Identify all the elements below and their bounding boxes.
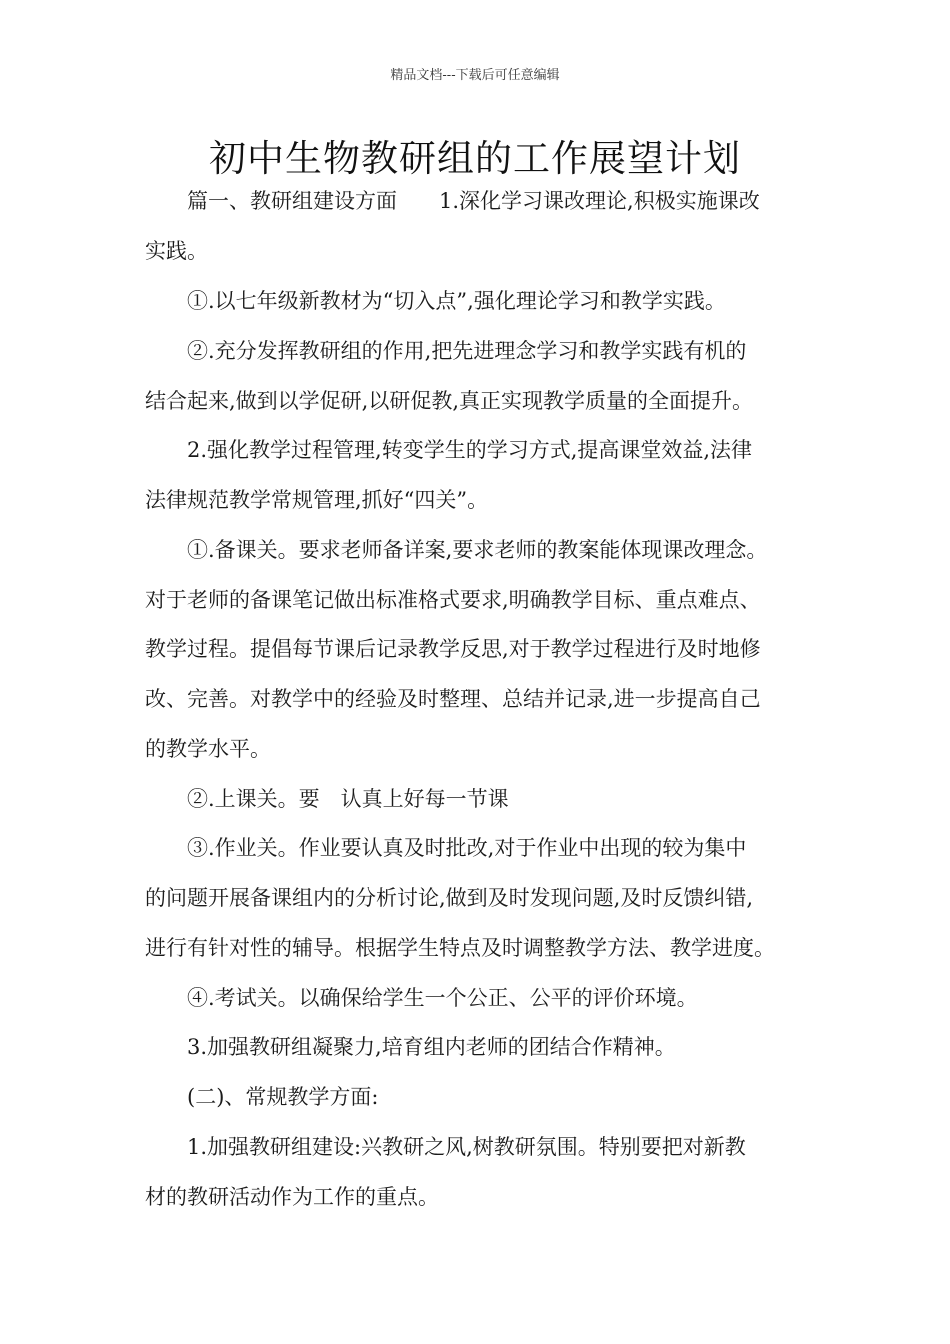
- paragraph-line: ②.充分发挥教研组的作用,把先进理念学习和教学实践有机的: [187, 339, 747, 363]
- paragraph-line: 篇一、教研组建设方面 1.深化学习课改理论,积极实施课改: [187, 189, 760, 213]
- paragraph-line: ①.以七年级新教材为“切入点”,强化理论学习和教学实践。: [187, 289, 726, 313]
- paragraph-line: (二)、常规教学方面:: [187, 1085, 379, 1109]
- paragraph-line: 1.加强教研组建设:兴教研之风,树教研氛围。特别要把对新教: [187, 1135, 746, 1159]
- paragraph-line: 结合起来,做到以学促研,以研促教,真正实现教学质量的全面提升。: [145, 389, 754, 413]
- paragraph-line: ①.备课关。要求老师备详案,要求老师的教案能体现课改理念。: [187, 538, 768, 562]
- paragraph-line: ③.作业关。作业要认真及时批改,对于作业中出现的较为集中: [187, 836, 747, 860]
- paragraph-line: 对于老师的备课笔记做出标准格式要求,明确教学目标、重点难点、: [145, 588, 761, 612]
- paragraph-line: 3.加强教研组凝聚力,培育组内老师的团结合作精神。: [187, 1035, 676, 1059]
- document-title: 初中生物教研组的工作展望计划: [209, 137, 741, 180]
- paragraph-line: ④.考试关。以确保给学生一个公正、公平的评价环境。: [187, 986, 698, 1010]
- paragraph-line: 的问题开展备课组内的分析讨论,做到及时发现问题,及时反馈纠错,: [145, 886, 754, 910]
- paragraph-line: 2.强化教学过程管理,转变学生的学习方式,提高课堂效益,法律: [187, 438, 753, 462]
- paragraph-line: 改、完善。对教学中的经验及时整理、总结并记录,进一步提高自己: [145, 687, 761, 711]
- paragraph-line: ②.上课关。要 认真上好每一节课: [187, 787, 509, 811]
- paragraph-line: 法律规范教学常规管理,抓好“四关”。: [145, 488, 489, 512]
- header-note: 精品文档---下载后可任意编辑: [390, 68, 560, 83]
- paragraph-line: 进行有针对性的辅导。根据学生特点及时调整教学方法、教学进度。: [145, 936, 775, 960]
- paragraph-line: 教学过程。提倡每节课后记录教学反思,对于教学过程进行及时地修: [145, 637, 761, 661]
- paragraph-line: 材的教研活动作为工作的重点。: [145, 1185, 439, 1209]
- paragraph-line: 实践。: [145, 239, 208, 263]
- paragraph-line: 的教学水平。: [145, 737, 271, 761]
